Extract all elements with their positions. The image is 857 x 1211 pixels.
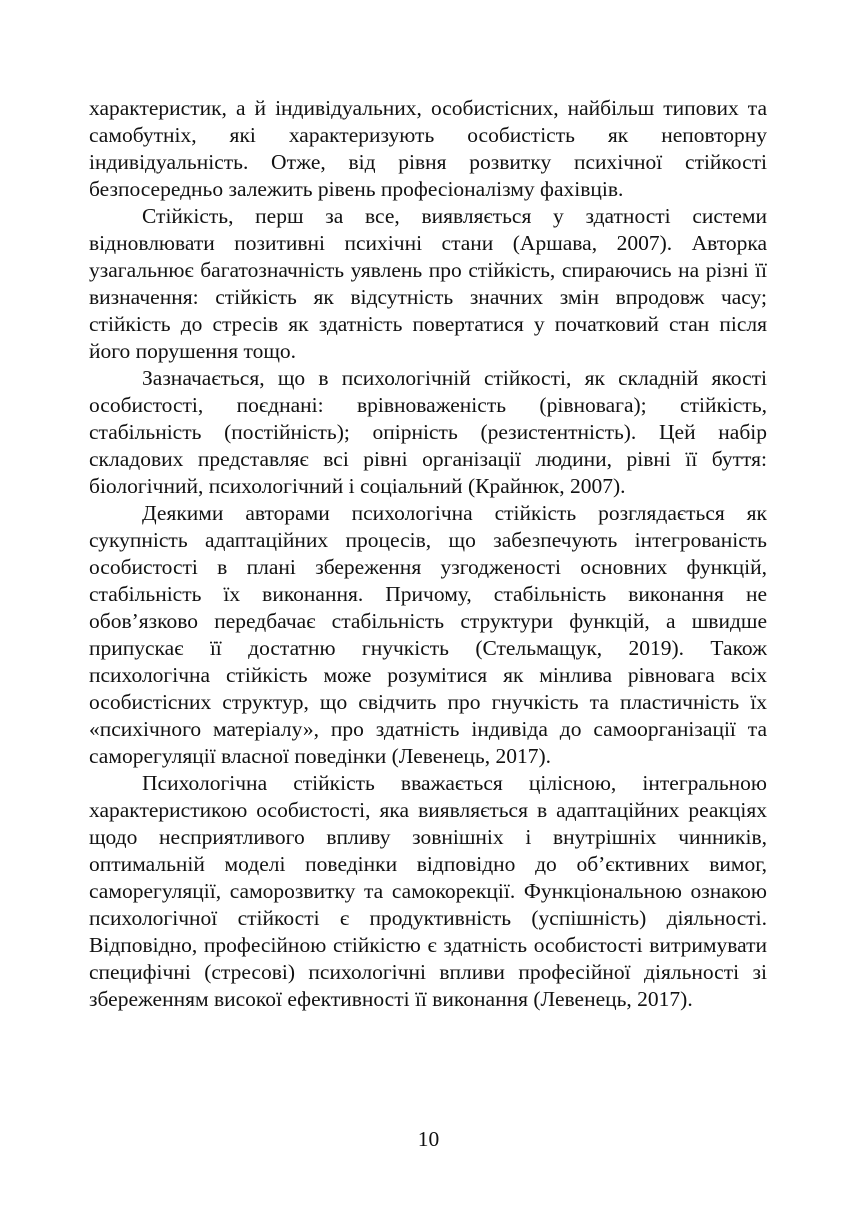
- paragraph-adaptation-processes: Деякими авторами психологічна стійкість розглядається як сукупність адаптаційних процесів, що забезпечують інтегрованість особистості в плані збереження узгодженості основних функцій, стабільність їх виконання. Причому, стабільність виконання не обов’язково передбачає стабільність структури функцій, а швидше припускає її достатню гнучкість (Стельмащук, 2019). Також психологічна стійкість може розумітися як мінлива рівновага всіх особистісних структур, що свідчить про гнучкість та пластичність їх «психічного матеріалу», про здатність індивіда до самоорганізації та саморегуляції власної поведінки (Левенець, 2017).: [89, 501, 767, 768]
- page-body: [89, 95, 767, 1013]
- page-number: 10: [417, 1127, 440, 1151]
- paragraph-integral-characteristic: Психологічна стійкість вважається цілісною, інтегральною характеристикою особистості, яка виявляється в адаптаційних реакціях щодо несприятливого впливу зовнішніх і внутрішніх чинників, оптимальній моделі поведінки відповідно до об’єктивних вимог, саморегуляції, саморозвитку та самокорекції. Функціональною ознакою психологічної стійкості є продуктивність (успішність) діяльності. Відповідно, професійною стійкістю є здатність особистості витримувати специфічні (стресові) психологічні впливи професійної діяльності зі збереженням високої ефективності її виконання (Левенець, 2017).: [89, 771, 767, 1011]
- paragraph-stability-components: Зазначається, що в психологічній стійкості, як складній якості особистості, поєднані: врівноваженість (рівновага); стійкість, стабільність (постійність); опірність (резистентність). Цей набір складових представляє всі рівні організації людини, рівні її буття: біологічний, психологічний і соціальний (Крайнюк, 2007).: [89, 366, 767, 498]
- paragraph-stability-definition: Стійкість, перш за все, виявляється у здатності системи відновлювати позитивні психічні стани (Аршава, 2007). Авторка узагальнює багатозначність уявлень про стійкість, спираючись на різні її визначення: стійкість як відсутність значних змін впродовж часу; стійкість до стресів як здатність повертатися у початковий стан після його порушення тощо.: [89, 204, 767, 363]
- paragraph-continuation: характеристик, а й індивідуальних, особистісних, найбільш типових та самобутніх, які характеризують особистість як неповторну індивідуальність. Отже, від рівня розвитку психічної стійкості безпосередньо залежить рівень професіоналізму фахівців.: [89, 96, 767, 201]
